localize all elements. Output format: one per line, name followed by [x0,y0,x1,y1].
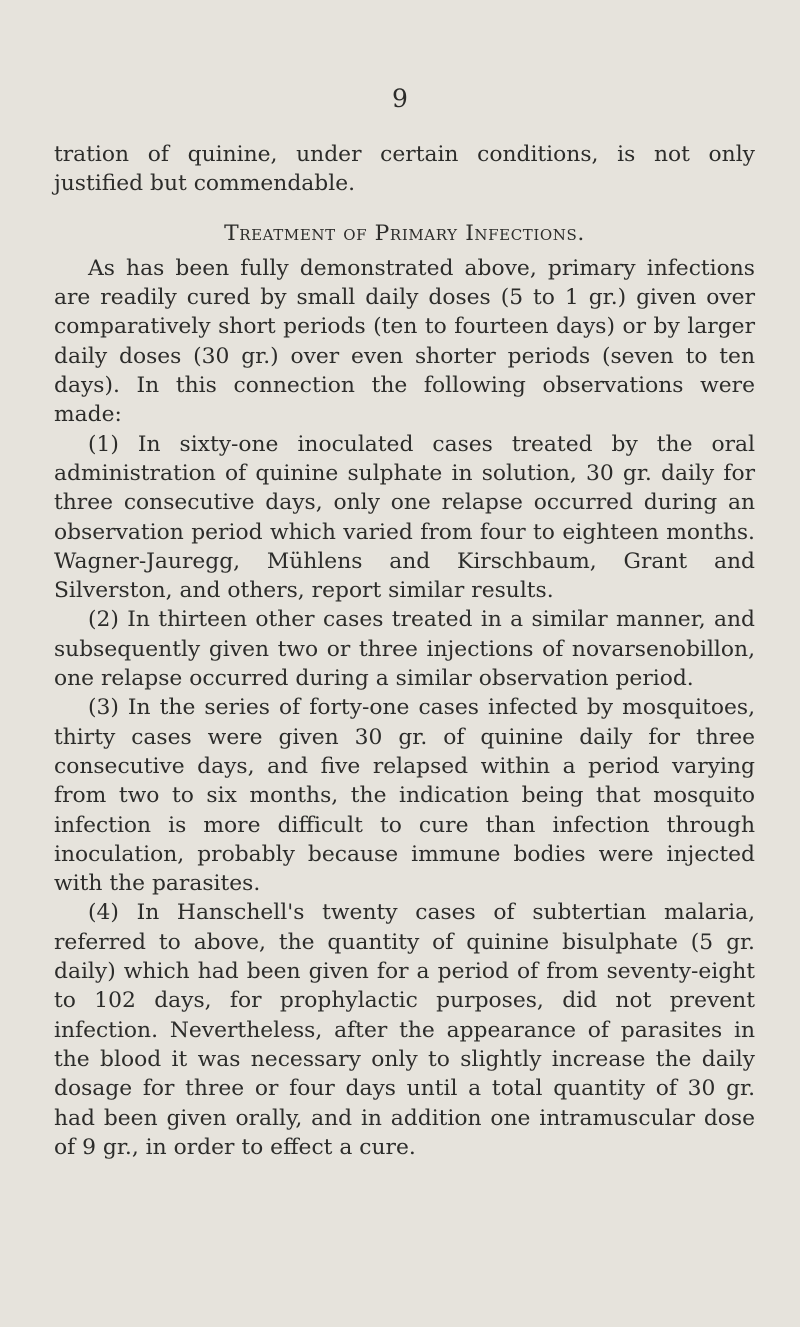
paragraph-observation-3: (3) In the series of forty-one cases infected by mosquitoes, thirty cases were given 30 gr. of quinine daily for three consecutive days, and five relapsed within a period varying from two to six months, the indication being that mosquito infection is more difficult to cure than infection through inoculation, probably because immune bodies were injected with the parasites. [54,695,755,897]
body-text [54,140,755,1162]
section-heading: Treatment of Primary Infections. [224,220,585,246]
paragraph-intro: As has been fully demonstrated above, primary infections are readily cured by small daily doses (5 to 1 gr.) given over comparatively short periods (ten to fourteen days) or by larger daily doses (30 gr.) over even shorter periods (seven to ten days). In this connection the following observations were made: [54,255,755,428]
paragraph-observation-2: (2) In thirteen other cases treated in a similar manner, and subsequently given two or three injections of novarsenobillon, one relapse occurred during a similar observation period. [54,607,755,692]
paragraph-continuation: tration of quinine, under certain conditions, is not only justified but commendable. [54,142,755,197]
paragraph-observation-1: (1) In sixty-one inoculated cases treated by the oral administration of quinine sulphate in solution, 30 gr. daily for three consecutive days, only one relapse occurred during an observation period which varied from four to eighteen months. Wagner-Jauregg, Mühlens and Kirschbaum, Grant and Silverston, and others, report similar results. [54,431,755,604]
paragraph-observation-4: (4) In Hanschell's twenty cases of subtertian malaria, referred to above, the quantity of quinine bisulphate (5 gr. daily) which had been given for a period of from seventy-eight to 102 days, for prophylactic purposes, did not prevent infection. Nevertheless, after the appearance of parasites in the blood it was necessary only to slightly increase the daily dosage for three or four days until a total quantity of 30 gr. had been given orally, and in addition one intramuscular dose of 9 gr., in order to effect a cure. [54,900,755,1160]
page-number: 9 [392,84,408,113]
